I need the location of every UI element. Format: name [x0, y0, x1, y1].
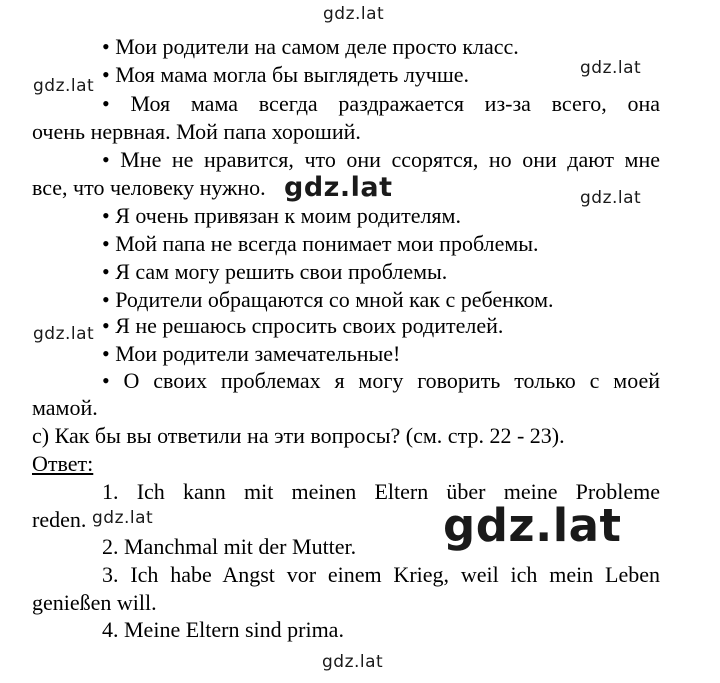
statement-9: • Я не решаюсь спросить своих родителей. — [102, 313, 504, 338]
question: с) Как бы вы ответили на эти вопросы? (см. стр. 22 - 23). — [32, 423, 565, 448]
watermark-top: gdz.lat — [323, 4, 385, 24]
answer-3-line-1: 3. Ich habe Angst vor einem Krieg, weil ich mein Leben — [102, 562, 660, 587]
watermark-right-2: gdz.lat — [580, 188, 642, 208]
answer-2: 2. Manchmal mit der Mutter. — [102, 534, 357, 559]
statement-11-line-1: • О своих проблемах я могу говорить только с моей — [102, 368, 660, 393]
statement-2: • Моя мама могла бы выглядеть лучше. — [102, 62, 470, 87]
answer-3-line-2: genießen will. — [32, 590, 157, 615]
watermark-big: gdz.lat — [443, 499, 622, 552]
statement-1: • Мои родители на самом деле просто класс. — [102, 34, 519, 59]
watermark-answer-small: gdz.lat — [92, 508, 154, 528]
watermark-mid-bold: gdz.lat — [284, 172, 393, 203]
statement-3-line-2: очень нервная. Мой папа хороший. — [32, 119, 361, 144]
watermark-left-2: gdz.lat — [33, 324, 95, 344]
answer-1-line-2: reden. — [32, 507, 87, 532]
statement-6: • Мой папа не всегда понимает мои проблемы. — [102, 231, 539, 256]
statement-7: • Я сам могу решить свои проблемы. — [102, 259, 448, 284]
watermark-bottom: gdz.lat — [322, 652, 384, 672]
answer-1-line-1: 1. Ich kann mit meinen Eltern über meine Probleme — [102, 479, 660, 504]
statement-4-line-2: все, что человеку нужно. — [32, 175, 266, 200]
statement-11-line-2: мамой. — [32, 395, 98, 420]
watermark-left-1: gdz.lat — [33, 76, 95, 96]
answer-4: 4. Meine Eltern sind prima. — [102, 617, 344, 642]
answer-label: Ответ: — [32, 451, 94, 476]
statement-3-line-1: • Моя мама всегда раздражается из-за всего, она — [102, 91, 660, 116]
statement-10: • Мои родители замечательные! — [102, 341, 401, 366]
statement-5: • Я очень привязан к моим родителям. — [102, 203, 461, 228]
statement-4-line-1: • Мне не нравится, что они ссорятся, но они дают мне — [102, 147, 660, 172]
watermark-right-1: gdz.lat — [580, 58, 642, 78]
statement-8: • Родители обращаются со мной как с ребенком. — [102, 287, 554, 312]
